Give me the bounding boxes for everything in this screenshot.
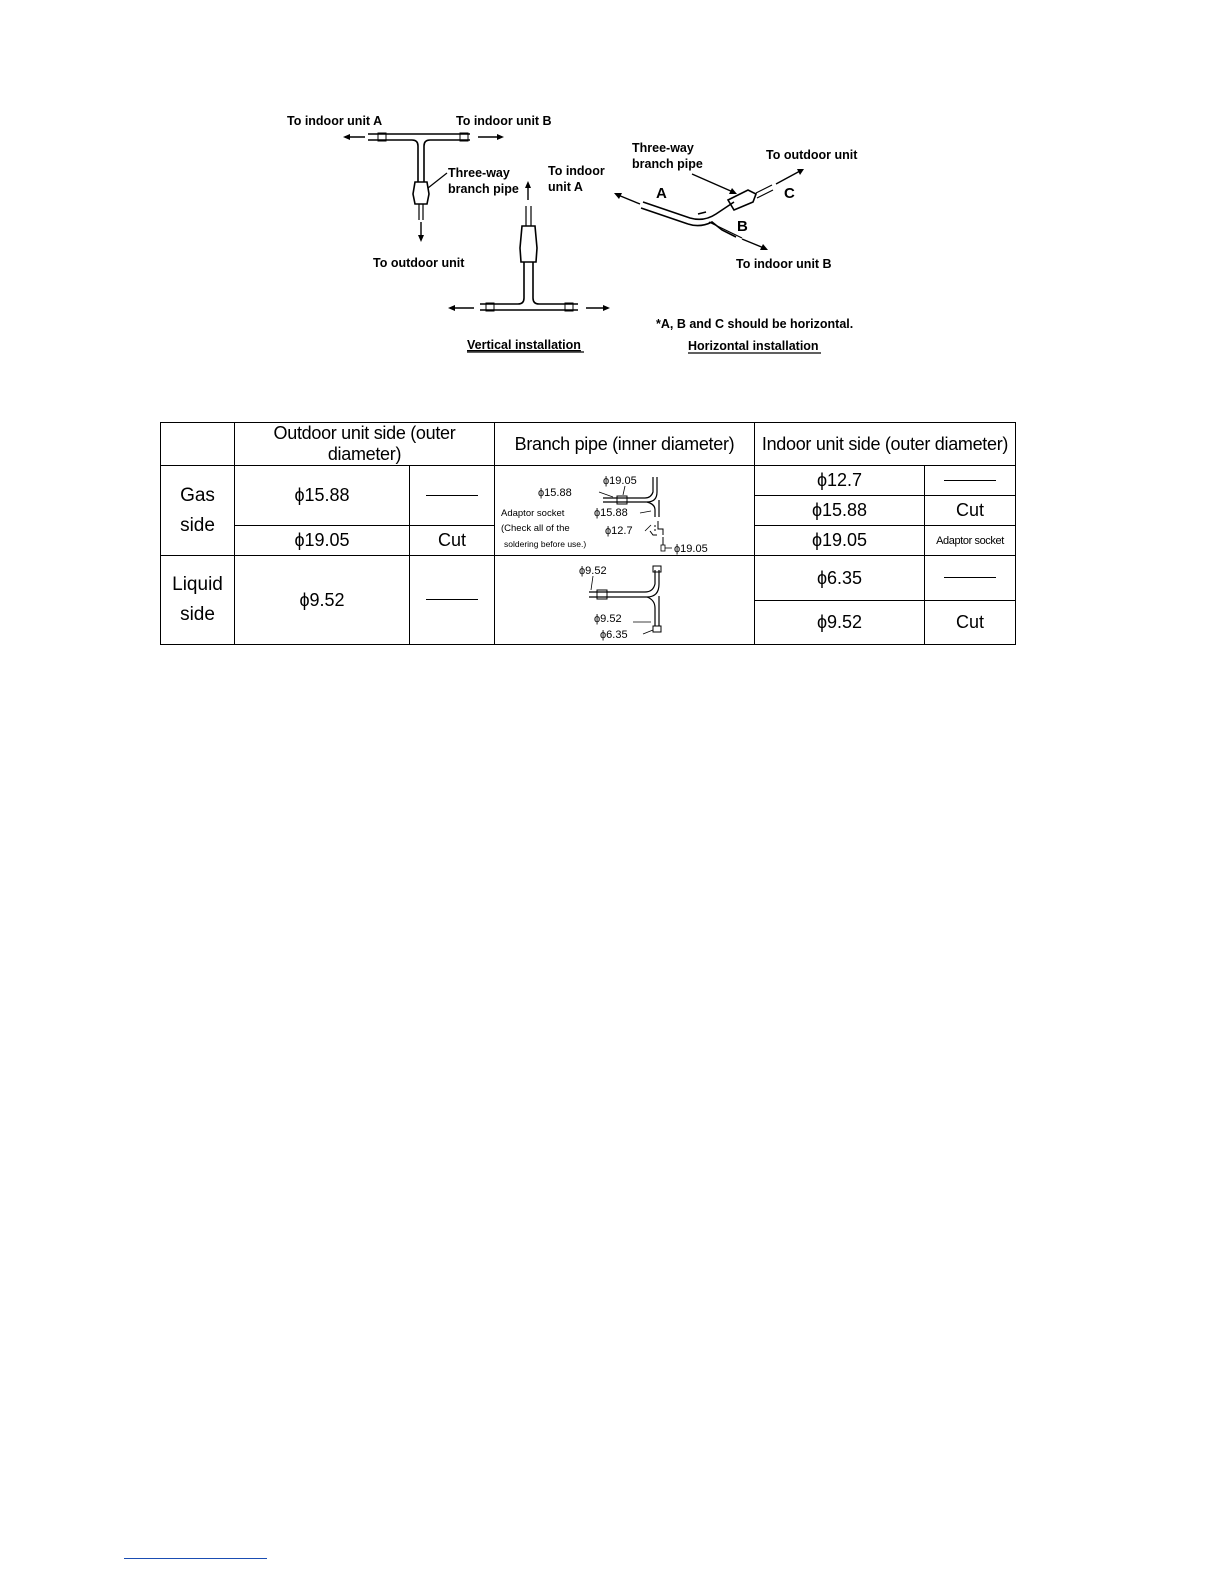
liquid-bp-952-top: ϕ9.52 — [579, 565, 607, 577]
gas-indoor-1905-note: Adaptor socket — [925, 526, 1016, 556]
footer-rule — [124, 1558, 267, 1559]
gas-outdoor-1588-dash — [410, 466, 495, 526]
dash-mark — [426, 495, 478, 496]
horizontal-letter-a: A — [656, 185, 667, 202]
liquid-indoor-635-dash — [925, 556, 1016, 601]
liquid-bp-635: ϕ6.35 — [600, 629, 628, 641]
gas-branch-pipe-diagram — [495, 466, 755, 556]
horizontal-to-indoor-a-label-2: unit A — [548, 180, 583, 194]
liquid-branch-pipe-drawing — [495, 556, 753, 644]
dash-mark — [944, 577, 996, 578]
liquid-branch-pipe-diagram — [495, 556, 755, 645]
gas-side-label-line1: Gas — [180, 484, 215, 506]
table-row — [161, 466, 1016, 496]
table-header-row — [161, 423, 1016, 466]
vertical-to-indoor-a-label: To indoor unit A — [287, 114, 383, 128]
vertical-branch-pipe-label-1: Three-way — [448, 166, 510, 180]
horizontal-letter-b: B — [737, 218, 748, 235]
liquid-indoor-952: ϕ9.52 — [755, 601, 925, 645]
horizontal-to-outdoor-label: To outdoor unit — [766, 148, 858, 162]
horizontal-note: *A, B and C should be horizontal. — [656, 317, 854, 331]
horizontal-to-indoor-b-label: To indoor unit B — [736, 257, 832, 271]
dash-mark — [426, 599, 478, 600]
header-branch-pipe: Branch pipe (inner diameter) — [495, 423, 755, 466]
liquid-indoor-952-note: Cut — [925, 601, 1016, 645]
pipe-size-table — [160, 422, 1016, 645]
horizontal-installation-diagram — [548, 141, 858, 353]
liquid-side-label — [161, 556, 235, 645]
table-row — [161, 556, 1016, 601]
gas-outdoor-1588: ϕ15.88 — [235, 466, 410, 526]
gas-indoor-1905: ϕ19.05 — [755, 526, 925, 556]
vertical-installation-diagram — [287, 114, 552, 270]
liquid-outdoor-952: ϕ9.52 — [235, 556, 410, 645]
vertical-branch-pipe-label-2: branch pipe — [448, 182, 519, 196]
liquid-side-label-line2: side — [180, 604, 215, 625]
gas-indoor-127-dash — [925, 466, 1016, 496]
gas-bp-check-2: soldering before use.) — [504, 538, 587, 549]
gas-bp-adaptor: Adaptor socket — [501, 507, 565, 519]
gas-bp-1588-left: ϕ15.88 — [538, 486, 572, 499]
header-outdoor-side: Outdoor unit side (outer diameter) — [235, 423, 495, 466]
gas-side-label — [161, 466, 235, 556]
installation-diagram — [0, 0, 1224, 380]
gas-branch-pipe-drawing — [495, 467, 753, 555]
header-blank-cell — [161, 423, 235, 466]
vertical-installation-caption: Vertical installation — [467, 338, 581, 352]
gas-bp-1588-mid: ϕ15.88 — [594, 506, 628, 519]
liquid-indoor-635: ϕ6.35 — [755, 556, 925, 601]
gas-outdoor-1905: ϕ19.05 — [235, 526, 410, 556]
horizontal-letter-c: C — [784, 185, 795, 202]
gas-outdoor-1905-note: Cut — [410, 526, 495, 556]
horizontal-branch-pipe-label-1: Three-way — [632, 141, 694, 155]
gas-indoor-1588: ϕ15.88 — [755, 496, 925, 526]
horizontal-branch-pipe-label-2: branch pipe — [632, 157, 703, 171]
gas-bp-1905-top: ϕ19.05 — [603, 474, 637, 487]
vertical-to-indoor-b-label: To indoor unit B — [456, 114, 552, 128]
horizontal-installation-caption: Horizontal installation — [688, 339, 819, 353]
gas-indoor-127: ϕ12.7 — [755, 466, 925, 496]
liquid-outdoor-952-dash — [410, 556, 495, 645]
vertical-to-outdoor-label: To outdoor unit — [373, 256, 465, 270]
gas-indoor-1588-note: Cut — [925, 496, 1016, 526]
gas-side-label-line2: side — [180, 514, 215, 536]
liquid-bp-952-mid: ϕ9.52 — [594, 613, 622, 625]
liquid-side-label-line1: Liquid — [172, 574, 223, 595]
vertical-installation-diagram-2 — [448, 181, 610, 352]
gas-bp-1905-bot: ϕ19.05 — [674, 542, 708, 555]
gas-bp-127: ϕ12.7 — [605, 524, 633, 537]
gas-bp-check-1: (Check all of the — [501, 522, 570, 534]
horizontal-to-indoor-a-label-1: To indoor — [548, 164, 605, 178]
header-indoor-side: Indoor unit side (outer diameter) — [755, 423, 1016, 466]
dash-mark — [944, 480, 996, 481]
